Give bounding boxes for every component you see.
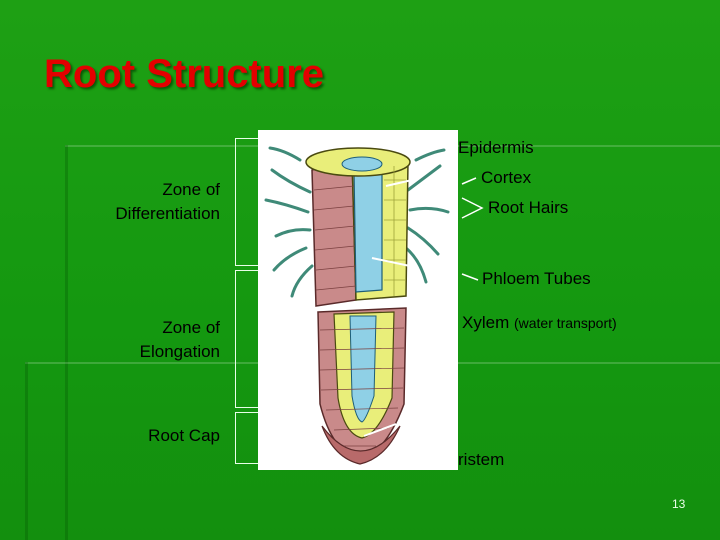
decor-band <box>65 145 68 540</box>
zone-elongation-label: Zone of Elongation <box>139 318 220 361</box>
vascular-cross-section <box>342 157 382 171</box>
xylem-title: Xylem <box>462 313 510 332</box>
bracket-differentiation <box>235 138 260 266</box>
slide-title: Root Structure <box>44 52 324 96</box>
xylem-note: (water transport) <box>513 315 617 331</box>
epidermis-label: Epidermis <box>458 138 534 157</box>
root-diagram <box>258 130 458 470</box>
xylem-label <box>462 313 617 333</box>
bracket-root-cap <box>235 412 260 464</box>
phloem-tubes-label: Phloem Tubes <box>482 269 591 288</box>
zone-differentiation-label: Zone of Differentiation <box>115 180 220 223</box>
root-cap-label: Root Cap <box>148 426 220 445</box>
meristem-label: ristem <box>458 450 505 469</box>
bracket-elongation <box>235 270 260 408</box>
vascular-cylinder <box>354 168 382 292</box>
decor-band <box>25 362 28 540</box>
epidermis-layer <box>312 158 356 306</box>
slide-number: 13 <box>672 497 686 511</box>
root-hairs-label: Root Hairs <box>488 198 569 217</box>
root-diagram-svg <box>258 130 458 470</box>
cortex-label: Cortex <box>481 168 532 187</box>
